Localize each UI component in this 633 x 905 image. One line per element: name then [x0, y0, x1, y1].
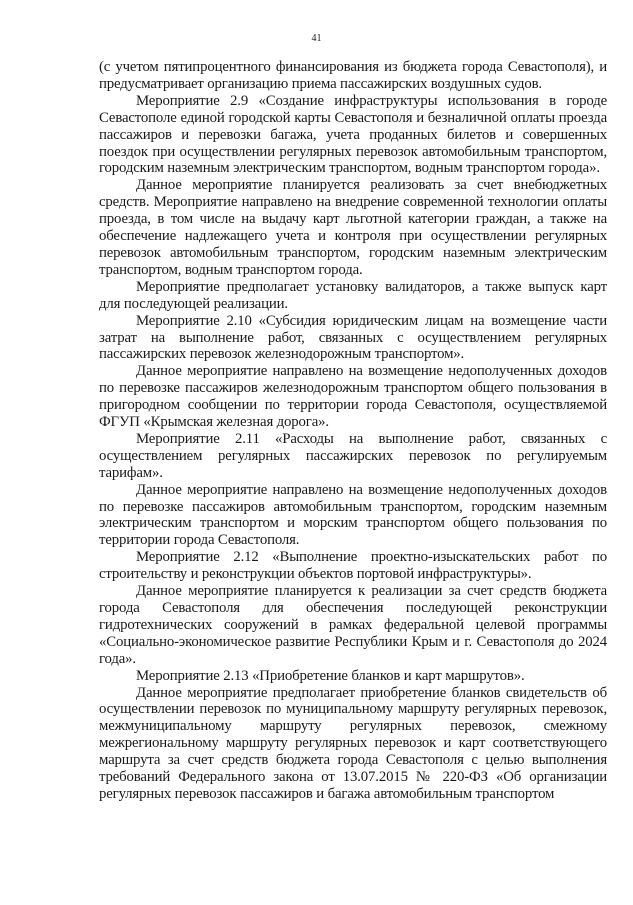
document-body — [99, 59, 607, 803]
page-number: 41 — [311, 33, 322, 44]
paragraph-measure-2-13-description: Данное мероприятие предполагает приобретение бланков свидетельств об осуществлении перевозок по муниципальному маршруту регулярных перевозок, межмуниципальному маршруту регулярных перевозок, смежному межрегиональному маршруту регулярных перевозок и карт соответствующего маршрута за счет средств бюджета города Севастополя с целью выполнения требований Федерального закона от 13.07.2015 № 220-ФЗ «Об организации регулярных перевозок пассажиров и багажа автомобильным транспортом — [99, 684, 607, 802]
paragraph-measure-2-10-description: Данное мероприятие направлено на возмещение недополученных доходов по перевозке пассажиров железнодорожным транспортом общего пользования в пригородном сообщении по территории города Севастополя, осуществляемой ФГУП «Крымская железная дорога». — [99, 363, 607, 431]
paragraph-measure-2-9-validators: Мероприятие предполагает установку валидаторов, а также выпуск карт для последующей реализации. — [99, 278, 607, 312]
paragraph-measure-2-9: Мероприятие 2.9 «Создание инфраструктуры использования в городе Севастополе единой городской карты Севастополя и безналичной оплаты проезда пассажиров и перевозки багажа, учета проданных билетов и совершенных поездок при осуществлении регулярных перевозок автомобильным транспортом, городским наземным электрическим транспортом, водным транспортом города». — [99, 92, 607, 177]
paragraph-measure-2-13: Мероприятие 2.13 «Приобретение бланков и карт маршрутов». — [136, 667, 525, 684]
paragraph-continuation: (с учетом пятипроцентного финансирования из бюджета города Севастополя), и предусматривает организацию приема пассажирских воздушных судов. — [99, 59, 607, 92]
paragraph-measure-2-11-description: Данное мероприятие направлено на возмещение недополученных доходов по перевозке пассажиров автомобильным транспортом, городским наземным электрическим транспортом и морским транспортом общего пользования по территории города Севастополя. — [99, 481, 607, 549]
paragraph-measure-2-12-description: Данное мероприятие планируется к реализации за счет средств бюджета города Севастополя для обеспечения последующей реконструкции гидротехнических сооружений в рамках федеральной целевой программы «Социально-экономическое развитие Республики Крым и г. Севастополя до 2024 года». — [99, 583, 607, 667]
paragraph-measure-2-10: Мероприятие 2.10 «Субсидия юридическим лицам на возмещение части затрат на выполнение работ, связанных с осуществлением регулярных пассажирских перевозок железнодорожным транспортом». — [99, 312, 607, 363]
paragraph-measure-2-11: Мероприятие 2.11 «Расходы на выполнение работ, связанных с осуществлением регулярных пассажирских перевозок по регулируемым тарифам». — [99, 430, 607, 481]
paragraph-measure-2-12: Мероприятие 2.12 «Выполнение проектно-изыскательских работ по строительству и реконструкции объектов портовой инфраструктуры». — [99, 549, 607, 583]
paragraph-measure-2-9-description: Данное мероприятие планируется реализовать за счет внебюджетных средств. Мероприятие направлено на внедрение современной технологии оплаты проезда, в том числе на выдачу карт льготной категории граждан, а также на обеспечение надлежащего учета и контроля при осуществлении регулярных перевозок автомобильным транспортом, городским наземным электрическим транспортом, водным транспортом города. — [99, 177, 607, 278]
